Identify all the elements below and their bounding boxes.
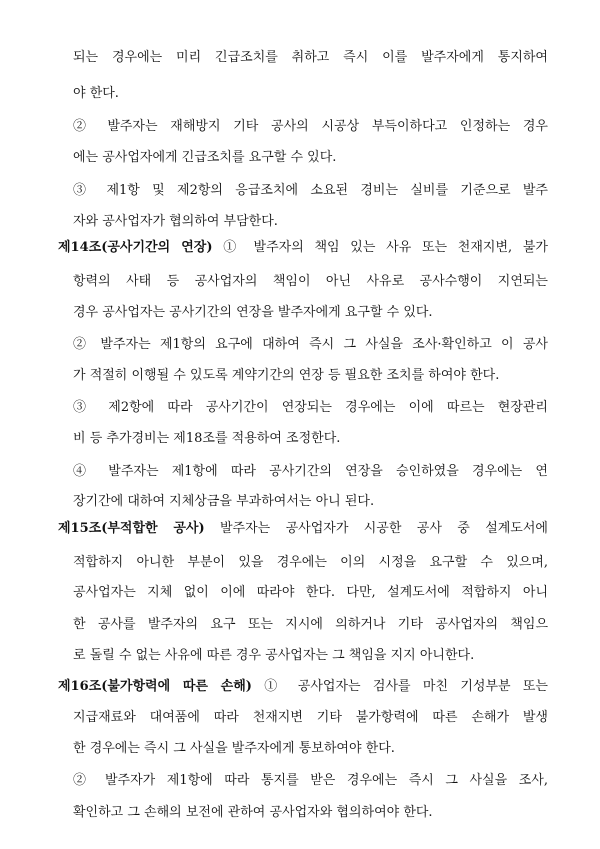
line-text: ① 공사업자는 검사를 마친 기성부분 또는 xyxy=(251,679,548,694)
text-line xyxy=(73,212,548,232)
text-line xyxy=(73,708,548,728)
line-text: ④ 발주자는 제1항에 따라 공사기간의 연장을 승인하였을 경우에는 연 xyxy=(73,464,548,479)
text-line xyxy=(73,335,548,355)
line-text: 한 경우에는 즉시 그 사실을 발주자에게 통보하여야 한다. xyxy=(73,741,395,756)
line-text: ③ 제2항에 따라 공사기간이 연장되는 경우에는 이에 따르는 현장관리 xyxy=(73,400,548,415)
text-line xyxy=(73,272,548,292)
text-line xyxy=(73,398,548,418)
line-text: 지급재료와 대여품에 따라 천재지변 기타 불가항력에 따른 손해가 발생 xyxy=(73,710,548,725)
line-text: ② 발주자는 재해방지 기타 공사의 시공상 부득이하다고 인정하는 경우 xyxy=(73,119,548,134)
line-text: 야 한다. xyxy=(73,86,119,101)
line-text: 로 돌릴 수 없는 사유에 따른 경우 공사업자는 그 책임을 지지 아니한다. xyxy=(73,648,475,663)
text-line xyxy=(73,48,548,68)
text-line xyxy=(58,677,548,697)
text-line xyxy=(73,553,548,573)
text-line xyxy=(58,238,548,258)
text-line xyxy=(73,615,548,635)
article-heading: 제15조(부적합한 공사) xyxy=(58,521,205,536)
line-text: 자와 공사업자가 협의하여 부담한다. xyxy=(73,214,278,229)
line-text: 확인하고 그 손해의 보전에 관하여 공사업자와 협의하여야 한다. xyxy=(73,805,433,820)
line-text: 경우 공사업자는 공사기간의 연장을 발주자에게 요구할 수 있다. xyxy=(73,305,433,320)
line-text: 에는 공사업자에게 긴급조치를 요구할 수 있다. xyxy=(73,150,337,165)
text-line xyxy=(73,771,548,791)
text-line xyxy=(58,519,548,539)
line-text: 가 적절히 이행될 수 있도록 계약기간의 연장 등 필요한 조치를 하여야 한다. xyxy=(73,368,500,383)
article-heading: 제16조(불가항력에 따른 손해) xyxy=(58,679,252,694)
text-line xyxy=(73,148,548,168)
text-line xyxy=(73,739,548,759)
line-text: ② 발주자는 제1항의 요구에 대하여 즉시 그 사실을 조사·확인하고 이 공사 xyxy=(73,337,548,352)
text-line xyxy=(73,646,548,666)
text-line xyxy=(73,117,548,137)
text-line xyxy=(73,583,548,603)
line-text: 공사업자는 지체 없이 이에 따라야 한다. 다만, 설계도서에 적합하지 아니 xyxy=(73,585,548,600)
text-line xyxy=(73,803,548,823)
text-line xyxy=(73,84,548,104)
line-text: 발주자는 공사업자가 시공한 공사 중 설계도서에 xyxy=(204,521,548,536)
text-line xyxy=(73,462,548,482)
line-text: ② 발주자가 제1항에 따라 통지를 받은 경우에는 즉시 그 사실을 조사, xyxy=(73,773,548,788)
line-text: 적합하지 아니한 부분이 있을 경우에는 이의 시정을 요구할 수 있으며, xyxy=(73,555,548,570)
text-line xyxy=(73,429,548,449)
text-line xyxy=(73,366,548,386)
line-text: 항력의 사태 등 공사업자의 책임이 아닌 사유로 공사수행이 지연되는 xyxy=(73,274,548,289)
text-line xyxy=(73,492,548,512)
line-text: 한 공사를 발주자의 요구 또는 지시에 의하거나 기타 공사업자의 책임으 xyxy=(73,617,548,632)
line-text: ① 발주자의 책임 있는 사유 또는 천재지변, 불가 xyxy=(212,240,548,255)
article-heading: 제14조(공사기간의 연장) xyxy=(58,240,213,255)
line-text: ③ 제1항 및 제2항의 응급조치에 소요된 경비는 실비를 기준으로 발주 xyxy=(73,183,548,198)
text-line xyxy=(73,181,548,201)
line-text: 장기간에 대하여 지체상금을 부과하여서는 아니 된다. xyxy=(73,494,375,509)
line-text: 되는 경우에는 미리 긴급조치를 취하고 즉시 이를 발주자에게 통지하여 xyxy=(73,50,548,65)
text-line xyxy=(73,303,548,323)
line-text: 비 등 추가경비는 제18조를 적용하여 조정한다. xyxy=(73,431,341,446)
